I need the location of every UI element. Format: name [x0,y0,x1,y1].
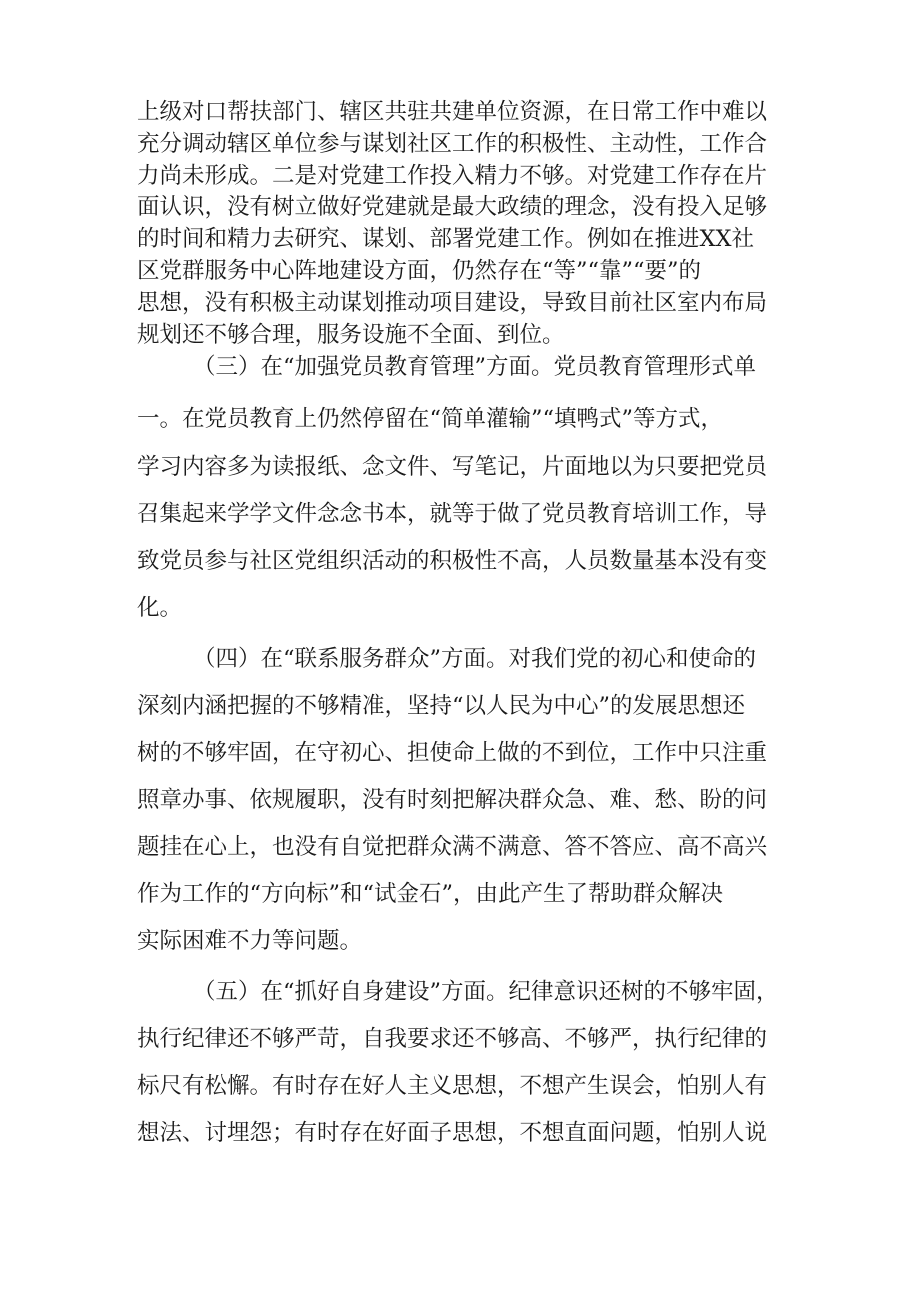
text-line: 上级对口帮扶部门、辖区共驻共建单位资源，在日常工作中难以 [137,99,768,125]
text-line: 一。在党员教育上仍然停留在“简单灌输”“填鸭式”等方式， [137,406,724,432]
section-four-heading: （四）在“联系服务群众”方面。对我们党的初心和使命的 [193,646,757,672]
text-line: 化。 [137,595,183,621]
text-line: 实际困难不力等问题。 [137,928,363,954]
text-line: 学习内容多为读报纸、念文件、写笔记，片面地以为只要把党员 [137,454,768,480]
text-line: 规划还不够合理，服务设施不全面、到位。 [137,322,565,348]
text-line: 思想，没有积极主动谋划推动项目建设，导致目前社区室内布局 [137,290,768,316]
text-line: 召集起来学学文件念念书本，就等于做了党员教育培训工作，导 [137,501,768,527]
text-line: 的时间和精力去研究、谋划、部署党建工作。例如在推进XX社 [137,226,755,252]
text-line: 致党员参与社区党组织活动的积极性不高，人员数量基本没有变 [137,548,768,574]
text-line: 面认识，没有树立做好党建就是最大政绩的理念，没有投入足够 [137,194,768,220]
text-line: 标尺有松懈。有时存在好人主义思想，不想产生误会，怕别人有 [137,1073,768,1099]
text-line: 深刻内涵把握的不够精准，坚持“以人民为中心”的发展思想还 [137,693,746,719]
text-line: 作为工作的“方向标”和“试金石”，由此产生了帮助群众解决 [137,881,724,907]
text-line: 执行纪律还不够严苛，自我要求还不够高、不够严，执行纪律的 [137,1026,768,1052]
text-line: 充分调动辖区单位参与谋划社区工作的积极性、主动性，工作合 [137,131,768,157]
text-line: 照章办事、依规履职，没有时刻把解决群众急、难、愁、盼的问 [137,787,768,813]
section-five-heading: （五）在“抓好自身建设”方面。纪律意识还树的不够牢固， [193,979,779,1005]
text-line: 树的不够牢固，在守初心、担使命上做的不到位，工作中只注重 [137,740,768,766]
text-line: 力尚未形成。二是对党建工作投入精力不够。对党建工作存在片 [137,163,768,189]
section-three-heading: （三）在“加强党员教育管理”方面。党员教育管理形式单 [193,354,757,380]
text-line: 想法、讨埋怨；有时存在好面子思想，不想直面问题，怕别人说 [137,1120,768,1146]
text-line: 题挂在心上，也没有自觉把群众满不满意、答不答应、高不高兴 [137,834,768,860]
text-line: 区党群服务中心阵地建设方面，仍然存在“等”“靠”“要”的 [137,258,702,284]
